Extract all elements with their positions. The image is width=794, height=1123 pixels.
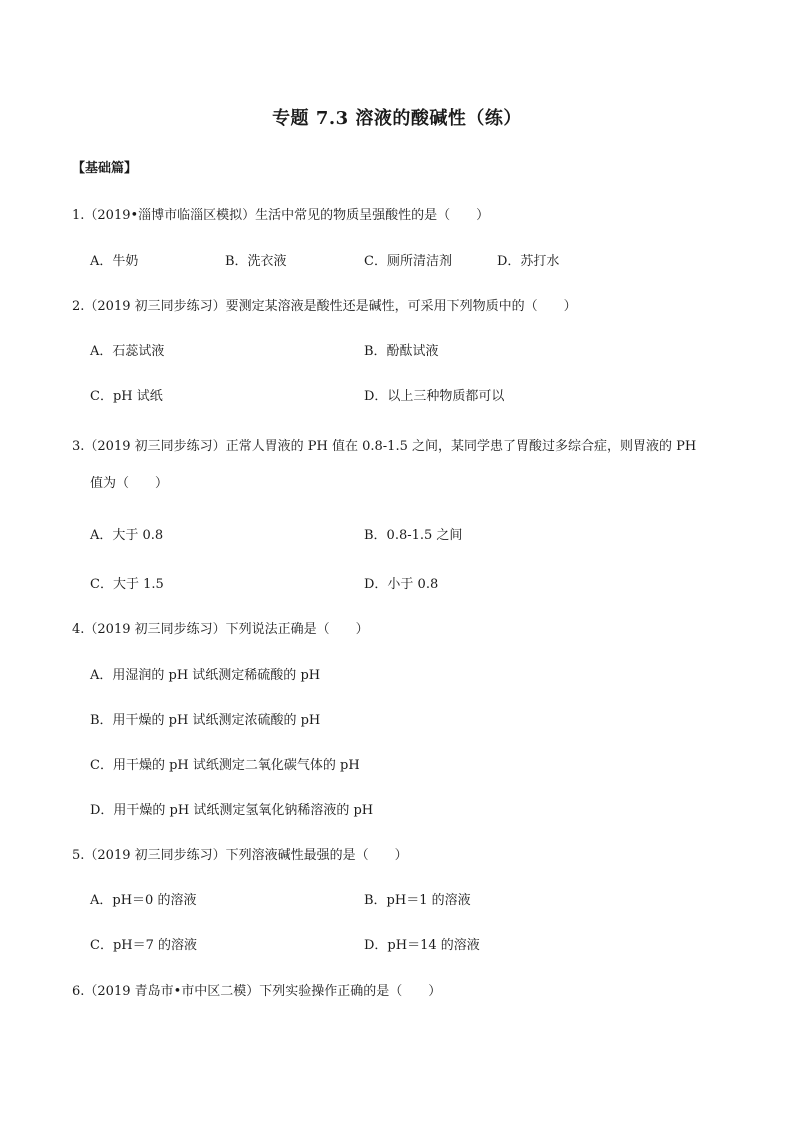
- question-5-option-c: C．pH＝7 的溶液: [90, 938, 198, 953]
- question-2-option-b: B．酚酞试液: [364, 344, 439, 359]
- question-3-stem-continued: 值为（ ）: [90, 476, 169, 491]
- question-2-stem: 2.（2019 初三同步练习）要测定某溶液是酸性还是碱性，可采用下列物质中的（ ）: [72, 299, 577, 314]
- section-heading: 【基础篇】: [72, 161, 138, 176]
- question-2-option-a: A．石蕊试液: [90, 344, 165, 359]
- question-1-option-b: B．洗衣液: [225, 254, 287, 269]
- question-1-option-c: C．厕所清洁剂: [364, 254, 452, 269]
- question-3-stem: 3.（2019 初三同步练习）正常人胃液的 PH 值在 0.8-1.5 之间，某同学患了胃酸过多综合症，则胃液的 PH: [72, 439, 697, 454]
- question-4-stem: 4.（2019 初三同步练习）下列说法正确是（ ）: [72, 622, 369, 637]
- question-4-option-c: C．用干燥的 pH 试纸测定二氧化碳气体的 pH: [90, 758, 360, 773]
- question-5-stem: 5.（2019 初三同步练习）下列溶液碱性最强的是（ ）: [72, 848, 408, 863]
- question-4-option-b: B．用干燥的 pH 试纸测定浓硫酸的 pH: [90, 713, 321, 728]
- question-1-option-a: A．牛奶: [90, 254, 139, 269]
- question-5-option-a: A．pH＝0 的溶液: [90, 893, 197, 908]
- question-2-option-c: C．pH 试纸: [90, 389, 163, 404]
- question-5-option-d: D．pH＝14 的溶液: [364, 938, 480, 953]
- question-3-option-c: C．大于 1.5: [90, 577, 164, 592]
- question-3-option-b: B．0.8-1.5 之间: [364, 528, 463, 543]
- question-5-option-b: B．pH＝1 的溶液: [364, 893, 471, 908]
- question-2-option-d: D．以上三种物质都可以: [364, 389, 505, 404]
- question-1-stem: 1.（2019•淄博市临淄区模拟）生活中常见的物质呈强酸性的是（ ）: [72, 208, 490, 223]
- question-3-option-d: D．小于 0.8: [364, 577, 439, 592]
- question-4-option-a: A．用湿润的 pH 试纸测定稀硫酸的 pH: [90, 668, 321, 683]
- question-1-option-d: D．苏打水: [497, 254, 560, 269]
- question-4-option-d: D．用干燥的 pH 试纸测定氢氧化钠稀溶液的 pH: [90, 803, 374, 818]
- question-6-stem: 6.（2019 青岛市•市中区二模）下列实验操作正确的是（ ）: [72, 984, 442, 999]
- question-3-option-a: A．大于 0.8: [90, 528, 164, 543]
- page-title: 专题 7.3 溶液的酸碱性（练）: [272, 108, 522, 129]
